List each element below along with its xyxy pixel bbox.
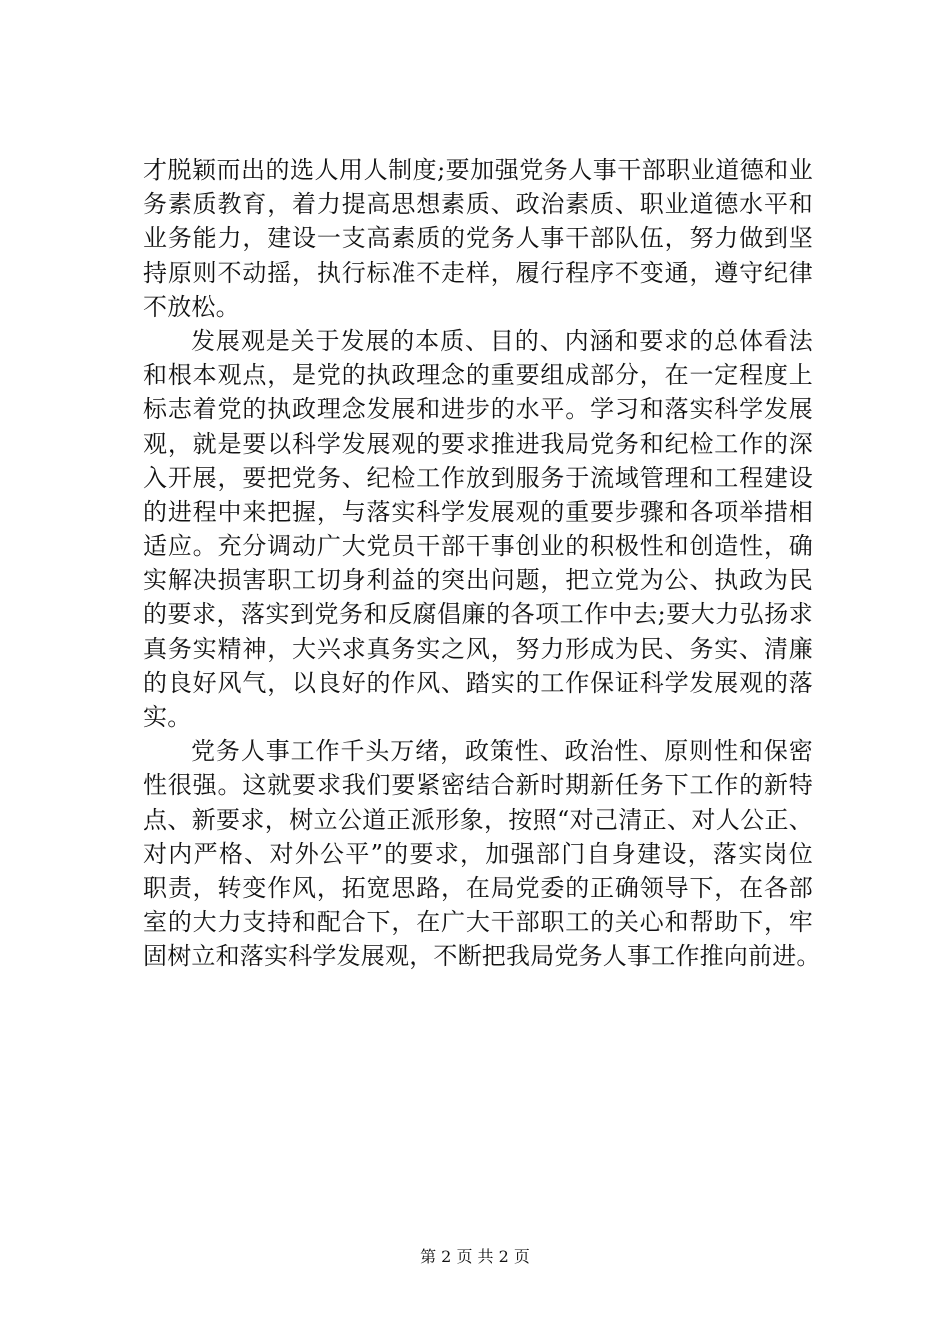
text-line: 才脱颖而出的选人用人制度;要加强党务人事干部职业道德和业 xyxy=(143,156,813,184)
text-line: 实。 xyxy=(143,703,192,731)
text-line: 标志着党的执政理念发展和进步的水平。学习和落实科学发展 xyxy=(143,395,813,424)
text-line: 入开展，要把党务、纪检工作放到服务于流域管理和工程建设 xyxy=(143,463,813,492)
text-line: 务素质教育，着力提高思想素质、政治素质、职业道德水平和 xyxy=(143,190,813,219)
text-line: 观，就是要以科学发展观的要求推进我局党务和纪检工作的深 xyxy=(143,429,813,458)
text-line: 对内严格、对外公平”的要求，加强部门自身建设，落实岗位 xyxy=(143,839,813,868)
text-line: 固树立和落实科学发展观，不断把我局党务人事工作推向前进。 xyxy=(143,942,821,971)
text-line: 发展观是关于发展的本质、目的、内涵和要求的总体看法 xyxy=(191,326,813,355)
paragraph-3 xyxy=(143,734,821,973)
page-footer xyxy=(0,1246,950,1268)
text-line: 性很强。这就要求我们要紧密结合新时期新任务下工作的新特 xyxy=(143,771,813,800)
text-line: 持原则不动摇，执行标准不走样，履行程序不变通，遵守纪律 xyxy=(143,258,813,287)
text-line: 适应。充分调动广大党员干部干事创业的积极性和创造性，确 xyxy=(143,532,813,561)
text-line: 的良好风气，以良好的作风、踏实的工作保证科学发展观的落 xyxy=(143,668,813,697)
body-text xyxy=(143,153,821,974)
paragraph-1 xyxy=(143,153,813,324)
text-line: 实解决损害职工切身利益的突出问题，把立党为公、执政为民 xyxy=(143,566,813,595)
text-line: 真务实精神，大兴求真务实之风，努力形成为民、务实、清廉 xyxy=(143,634,813,663)
text-line: 的要求，落实到党务和反腐倡廉的各项工作中去;要大力弘扬求 xyxy=(143,600,813,629)
paragraph-2 xyxy=(143,324,813,734)
text-line: 职责，转变作风，拓宽思路，在局党委的正确领导下，在各部 xyxy=(143,873,813,902)
page-number-label: 第 2 页 共 2 页 xyxy=(420,1247,530,1266)
text-line: 党务人事工作千头万绪，政策性、政治性、原则性和保密 xyxy=(191,737,813,766)
text-line: 和根本观点，是党的执政理念的重要组成部分，在一定程度上 xyxy=(143,361,813,390)
text-line: 室的大力支持和配合下，在广大干部职工的关心和帮助下，牢 xyxy=(143,908,813,937)
text-line: 的进程中来把握，与落实科学发展观的重要步骤和各项举措相 xyxy=(143,497,813,526)
text-line: 不放松。 xyxy=(143,292,240,321)
text-line: 点、新要求，树立公道正派形象，按照“对己清正、对人公正、 xyxy=(143,805,813,834)
text-line: 业务能力，建设一支高素质的党务人事干部队伍，努力做到坚 xyxy=(143,224,813,253)
